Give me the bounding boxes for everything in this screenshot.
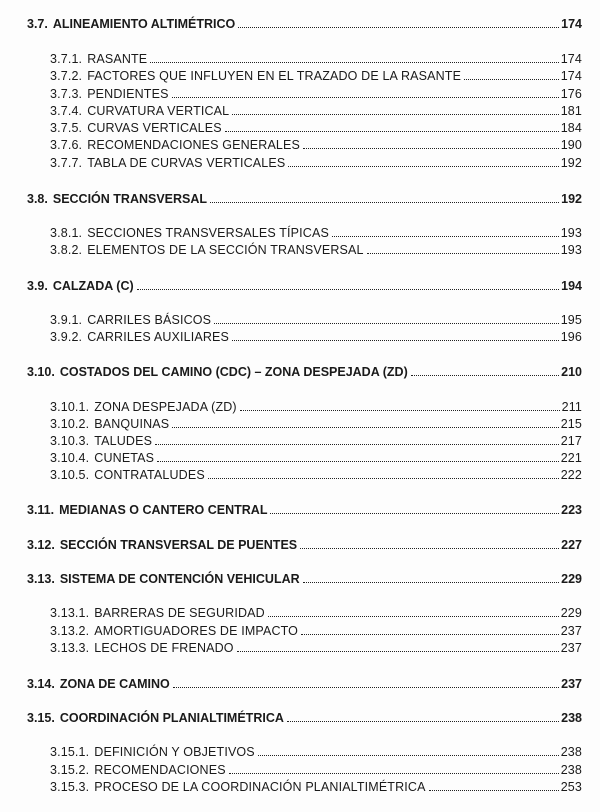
entry-number: 3.7.2. — [50, 69, 83, 83]
entry-page-number: 238 — [560, 745, 582, 759]
entry-number: 3.7.6. — [50, 138, 83, 152]
entry-page-number: 215 — [560, 417, 582, 431]
toc-section-entry[interactable] — [27, 364, 582, 380]
toc-subsection-entry[interactable] — [50, 51, 582, 67]
entry-title: BARRERAS DE SEGURIDAD — [94, 606, 265, 620]
entry-number: 3.7. — [27, 17, 48, 31]
toc-subsection-entry[interactable] — [50, 242, 582, 258]
entry-title: COSTADOS DEL CAMINO (CDC) – ZONA DESPEJADA (ZD) — [59, 365, 408, 379]
entry-number: 3.14. — [27, 677, 55, 691]
toc-subsection-entry[interactable] — [50, 137, 582, 153]
dot-leader — [303, 148, 559, 149]
entry-title: RECOMENDACIONES — [94, 763, 226, 777]
dot-leader — [232, 340, 559, 341]
entry-page-number: 181 — [560, 104, 582, 118]
entry-page-number: 217 — [560, 434, 582, 448]
entry-title: LECHOS DE FRENADO — [94, 641, 234, 655]
entry-title: DEFINICIÓN Y OBJETIVOS — [94, 745, 255, 759]
toc-subsection-entry[interactable] — [50, 103, 582, 119]
entry-title: MEDIANAS O CANTERO CENTRAL — [59, 503, 268, 517]
entry-page-number: 193 — [560, 226, 582, 240]
entry-number: 3.7.1. — [50, 52, 83, 66]
dot-leader — [210, 202, 559, 203]
entry-title: ELEMENTOS DE LA SECCIÓN TRANSVERSAL — [87, 243, 364, 257]
entry-number: 3.10.2. — [50, 417, 90, 431]
entry-number: 3.13. — [27, 572, 55, 586]
dot-leader — [288, 166, 558, 167]
entry-number: 3.10. — [27, 365, 55, 379]
toc-section-entry[interactable] — [27, 191, 582, 207]
entry-number: 3.15.3. — [50, 780, 90, 794]
entry-page-number: 193 — [560, 243, 582, 257]
entry-number: 3.15.2. — [50, 763, 90, 777]
entry-title: ALINEAMIENTO ALTIMÉTRICO — [52, 17, 236, 31]
dot-leader — [172, 97, 559, 98]
toc-subsection-entry[interactable] — [50, 155, 582, 171]
entry-page-number: 238 — [561, 711, 582, 725]
toc-subsection-entry[interactable] — [50, 762, 582, 778]
entry-number: 3.13.3. — [50, 641, 90, 655]
dot-leader — [300, 548, 559, 549]
entry-page-number: 227 — [561, 538, 582, 552]
toc-subsection-entry[interactable] — [50, 640, 582, 656]
toc-section-entry[interactable] — [27, 16, 582, 32]
entry-page-number: 223 — [561, 503, 582, 517]
entry-page-number: 192 — [561, 192, 582, 206]
entry-number: 3.12. — [27, 538, 55, 552]
toc-subsection-entry[interactable] — [50, 467, 582, 483]
dot-leader — [287, 721, 559, 722]
toc-subsection-entry[interactable] — [50, 225, 582, 241]
entry-number: 3.9.1. — [50, 313, 83, 327]
dot-leader — [268, 616, 559, 617]
entry-number: 3.13.1. — [50, 606, 90, 620]
dot-leader — [301, 634, 559, 635]
toc-section-entry[interactable] — [27, 502, 582, 518]
entry-page-number: 237 — [560, 641, 582, 655]
entry-title: CUNETAS — [94, 451, 155, 465]
entry-title: AMORTIGUADORES DE IMPACTO — [94, 624, 299, 638]
toc-section-entry[interactable] — [27, 278, 582, 294]
entry-title: CARRILES AUXILIARES — [87, 330, 229, 344]
entry-title: SECCIÓN TRANSVERSAL — [52, 192, 208, 206]
dot-leader — [172, 427, 558, 428]
entry-page-number: 174 — [560, 69, 582, 83]
toc-section-entry[interactable] — [27, 537, 582, 553]
dot-leader — [214, 323, 559, 324]
entry-number: 3.15.1. — [50, 745, 90, 759]
toc-subsection-entry[interactable] — [50, 450, 582, 466]
entry-number: 3.10.1. — [50, 400, 90, 414]
entry-number: 3.13.2. — [50, 624, 90, 638]
dot-leader — [367, 253, 559, 254]
entry-page-number: 229 — [560, 606, 582, 620]
dot-leader — [240, 410, 560, 411]
entry-page-number: 184 — [560, 121, 582, 135]
entry-title: TALUDES — [94, 434, 153, 448]
toc-subsection-entry[interactable] — [50, 779, 582, 795]
entry-number: 3.7.7. — [50, 156, 83, 170]
entry-page-number: 176 — [560, 87, 582, 101]
entry-title: TABLA DE CURVAS VERTICALES — [87, 156, 286, 170]
entry-page-number: 238 — [560, 763, 582, 777]
entry-title: SISTEMA DE CONTENCIÓN VEHICULAR — [59, 572, 300, 586]
entry-page-number: 221 — [560, 451, 582, 465]
entry-number: 3.10.4. — [50, 451, 90, 465]
dot-leader — [258, 755, 559, 756]
entry-page-number: 222 — [560, 468, 582, 482]
entry-number: 3.10.3. — [50, 434, 90, 448]
dot-leader — [155, 444, 559, 445]
entry-number: 3.7.4. — [50, 104, 83, 118]
toc-subsection-entry[interactable] — [50, 86, 582, 102]
entry-number: 3.10.5. — [50, 468, 90, 482]
entry-title: CURVATURA VERTICAL — [87, 104, 230, 118]
entry-number: 3.7.3. — [50, 87, 83, 101]
dot-leader — [411, 375, 559, 376]
entry-title: SECCIONES TRANSVERSALES TÍPICAS — [87, 226, 329, 240]
dot-leader — [232, 114, 558, 115]
toc-section-entry[interactable] — [27, 571, 582, 587]
entry-number: 3.7.5. — [50, 121, 83, 135]
entry-title: FACTORES QUE INFLUYEN EN EL TRAZADO DE LA RASANTE — [87, 69, 462, 83]
toc-subsection-entry[interactable] — [50, 399, 582, 415]
entry-title: RECOMENDACIONES GENERALES — [87, 138, 301, 152]
dot-leader — [208, 478, 559, 479]
entry-title: RASANTE — [87, 52, 148, 66]
entry-title: ZONA DESPEJADA (ZD) — [94, 400, 237, 414]
entry-title: CURVAS VERTICALES — [87, 121, 222, 135]
entry-title: CALZADA (C) — [52, 279, 134, 293]
entry-number: 3.9.2. — [50, 330, 83, 344]
dot-leader — [225, 131, 559, 132]
dot-leader — [229, 773, 559, 774]
entry-page-number: 192 — [560, 156, 582, 170]
entry-page-number: 237 — [561, 677, 582, 691]
entry-title: ZONA DE CAMINO — [59, 677, 170, 691]
entry-page-number: 253 — [560, 780, 582, 794]
dot-leader — [173, 687, 559, 688]
dot-leader — [429, 790, 559, 791]
entry-page-number: 196 — [560, 330, 582, 344]
entry-page-number: 211 — [561, 400, 582, 414]
toc-subsection-entry[interactable] — [50, 605, 582, 621]
entry-title: COORDINACIÓN PLANIALTIMÉTRICA — [59, 711, 284, 725]
entry-page-number: 194 — [561, 279, 582, 293]
entry-page-number: 174 — [560, 52, 582, 66]
dot-leader — [464, 79, 559, 80]
entry-page-number: 229 — [561, 572, 582, 586]
dot-leader — [150, 62, 558, 63]
toc-subsection-entry[interactable] — [50, 68, 582, 84]
toc-subsection-entry[interactable] — [50, 329, 582, 345]
entry-title: BANQUINAS — [94, 417, 170, 431]
entry-title: SECCIÓN TRANSVERSAL DE PUENTES — [59, 538, 298, 552]
dot-leader — [332, 236, 559, 237]
entry-title: PROCESO DE LA COORDINACIÓN PLANIALTIMÉTRICA — [94, 780, 426, 794]
toc-subsection-entry[interactable] — [50, 744, 582, 760]
entry-number: 3.8.2. — [50, 243, 83, 257]
dot-leader — [237, 651, 559, 652]
toc-section-entry[interactable] — [27, 676, 582, 692]
toc-subsection-entry[interactable] — [50, 623, 582, 639]
entry-title: CARRILES BÁSICOS — [87, 313, 212, 327]
entry-title: CONTRATALUDES — [94, 468, 205, 482]
entry-number: 3.8.1. — [50, 226, 83, 240]
entry-number: 3.9. — [27, 279, 48, 293]
entry-page-number: 237 — [560, 624, 582, 638]
toc-section-entry[interactable] — [27, 710, 582, 726]
dot-leader — [137, 289, 560, 290]
entry-page-number: 174 — [561, 17, 582, 31]
dot-leader — [270, 513, 559, 514]
toc-subsection-entry[interactable] — [50, 120, 582, 136]
entry-number: 3.8. — [27, 192, 48, 206]
entry-page-number: 190 — [560, 138, 582, 152]
toc-subsection-entry[interactable] — [50, 312, 582, 328]
dot-leader — [157, 461, 559, 462]
entry-number: 3.15. — [27, 711, 55, 725]
toc-subsection-entry[interactable] — [50, 416, 582, 432]
entry-page-number: 195 — [560, 313, 582, 327]
entry-number: 3.11. — [27, 503, 55, 517]
dot-leader — [303, 582, 560, 583]
toc-subsection-entry[interactable] — [50, 433, 582, 449]
entry-title: PENDIENTES — [87, 87, 169, 101]
dot-leader — [238, 27, 559, 28]
entry-page-number: 210 — [561, 365, 582, 379]
